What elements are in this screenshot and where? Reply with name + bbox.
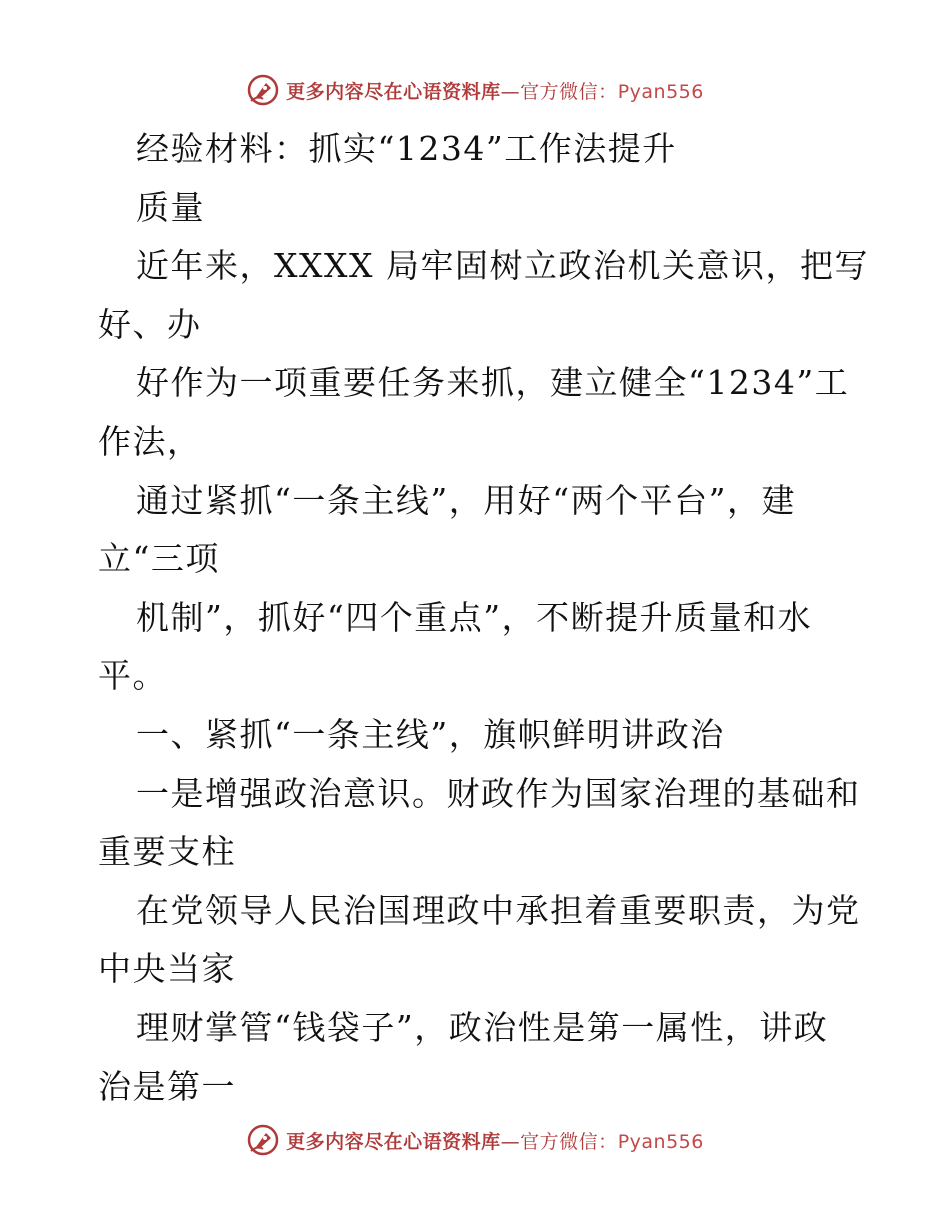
pen-nib-logo-icon <box>246 1123 280 1157</box>
text-line: 经验材料：抓实“1234”工作法提升 <box>136 129 677 168</box>
banner-wechat-label: 官方微信： <box>520 1130 618 1153</box>
text-line: 通过紧抓“一条主线”，用好“两个平台”，建 <box>136 480 796 520</box>
banner-wechat-id: Pyan556 <box>617 80 704 103</box>
text-line: 一、紧抓“一条主线”，旗帜鲜明讲政治 <box>136 714 725 754</box>
footer-banner <box>0 1120 950 1160</box>
text-line: 治是第一 <box>98 1066 236 1106</box>
text-line: 理财掌管“钱袋子”，政治性是第一属性，讲政 <box>136 1007 829 1047</box>
banner-wechat-id: Pyan556 <box>617 1130 704 1153</box>
document-body <box>98 120 869 1116</box>
text-line: 质量 <box>136 187 205 227</box>
banner-site-text: 更多内容尽在心语资料库 <box>286 80 501 103</box>
banner-wechat-label: 官方微信： <box>520 80 618 103</box>
text-line: 中央当家 <box>98 949 236 989</box>
text-line: 作法， <box>98 421 202 461</box>
text-line: 近年来，XXXX 局牢固树立政治机关意识，把写 <box>136 246 869 286</box>
text-line: 重要支柱 <box>98 832 236 872</box>
banner-separator: — <box>500 1130 521 1153</box>
text-line: 在党领导人民治国理政中承担着重要职责，为党 <box>136 890 861 930</box>
text-line: 立“三项 <box>98 539 220 579</box>
pen-nib-logo-icon <box>246 73 280 107</box>
banner-separator: — <box>500 80 521 103</box>
header-banner <box>0 70 950 110</box>
banner-site-text: 更多内容尽在心语资料库 <box>286 1130 501 1153</box>
banner-text <box>286 1127 704 1154</box>
text-line: 好作为一项重要任务来抓，建立健全“1234”工 <box>136 363 850 403</box>
banner-text <box>286 77 704 104</box>
text-line: 一是增强政治意识。财政作为国家治理的基础和 <box>136 773 861 813</box>
text-line: 平。 <box>98 656 167 696</box>
text-line: 好、办 <box>98 304 202 344</box>
text-line: 机制”，抓好“四个重点”，不断提升质量和水 <box>136 597 813 637</box>
